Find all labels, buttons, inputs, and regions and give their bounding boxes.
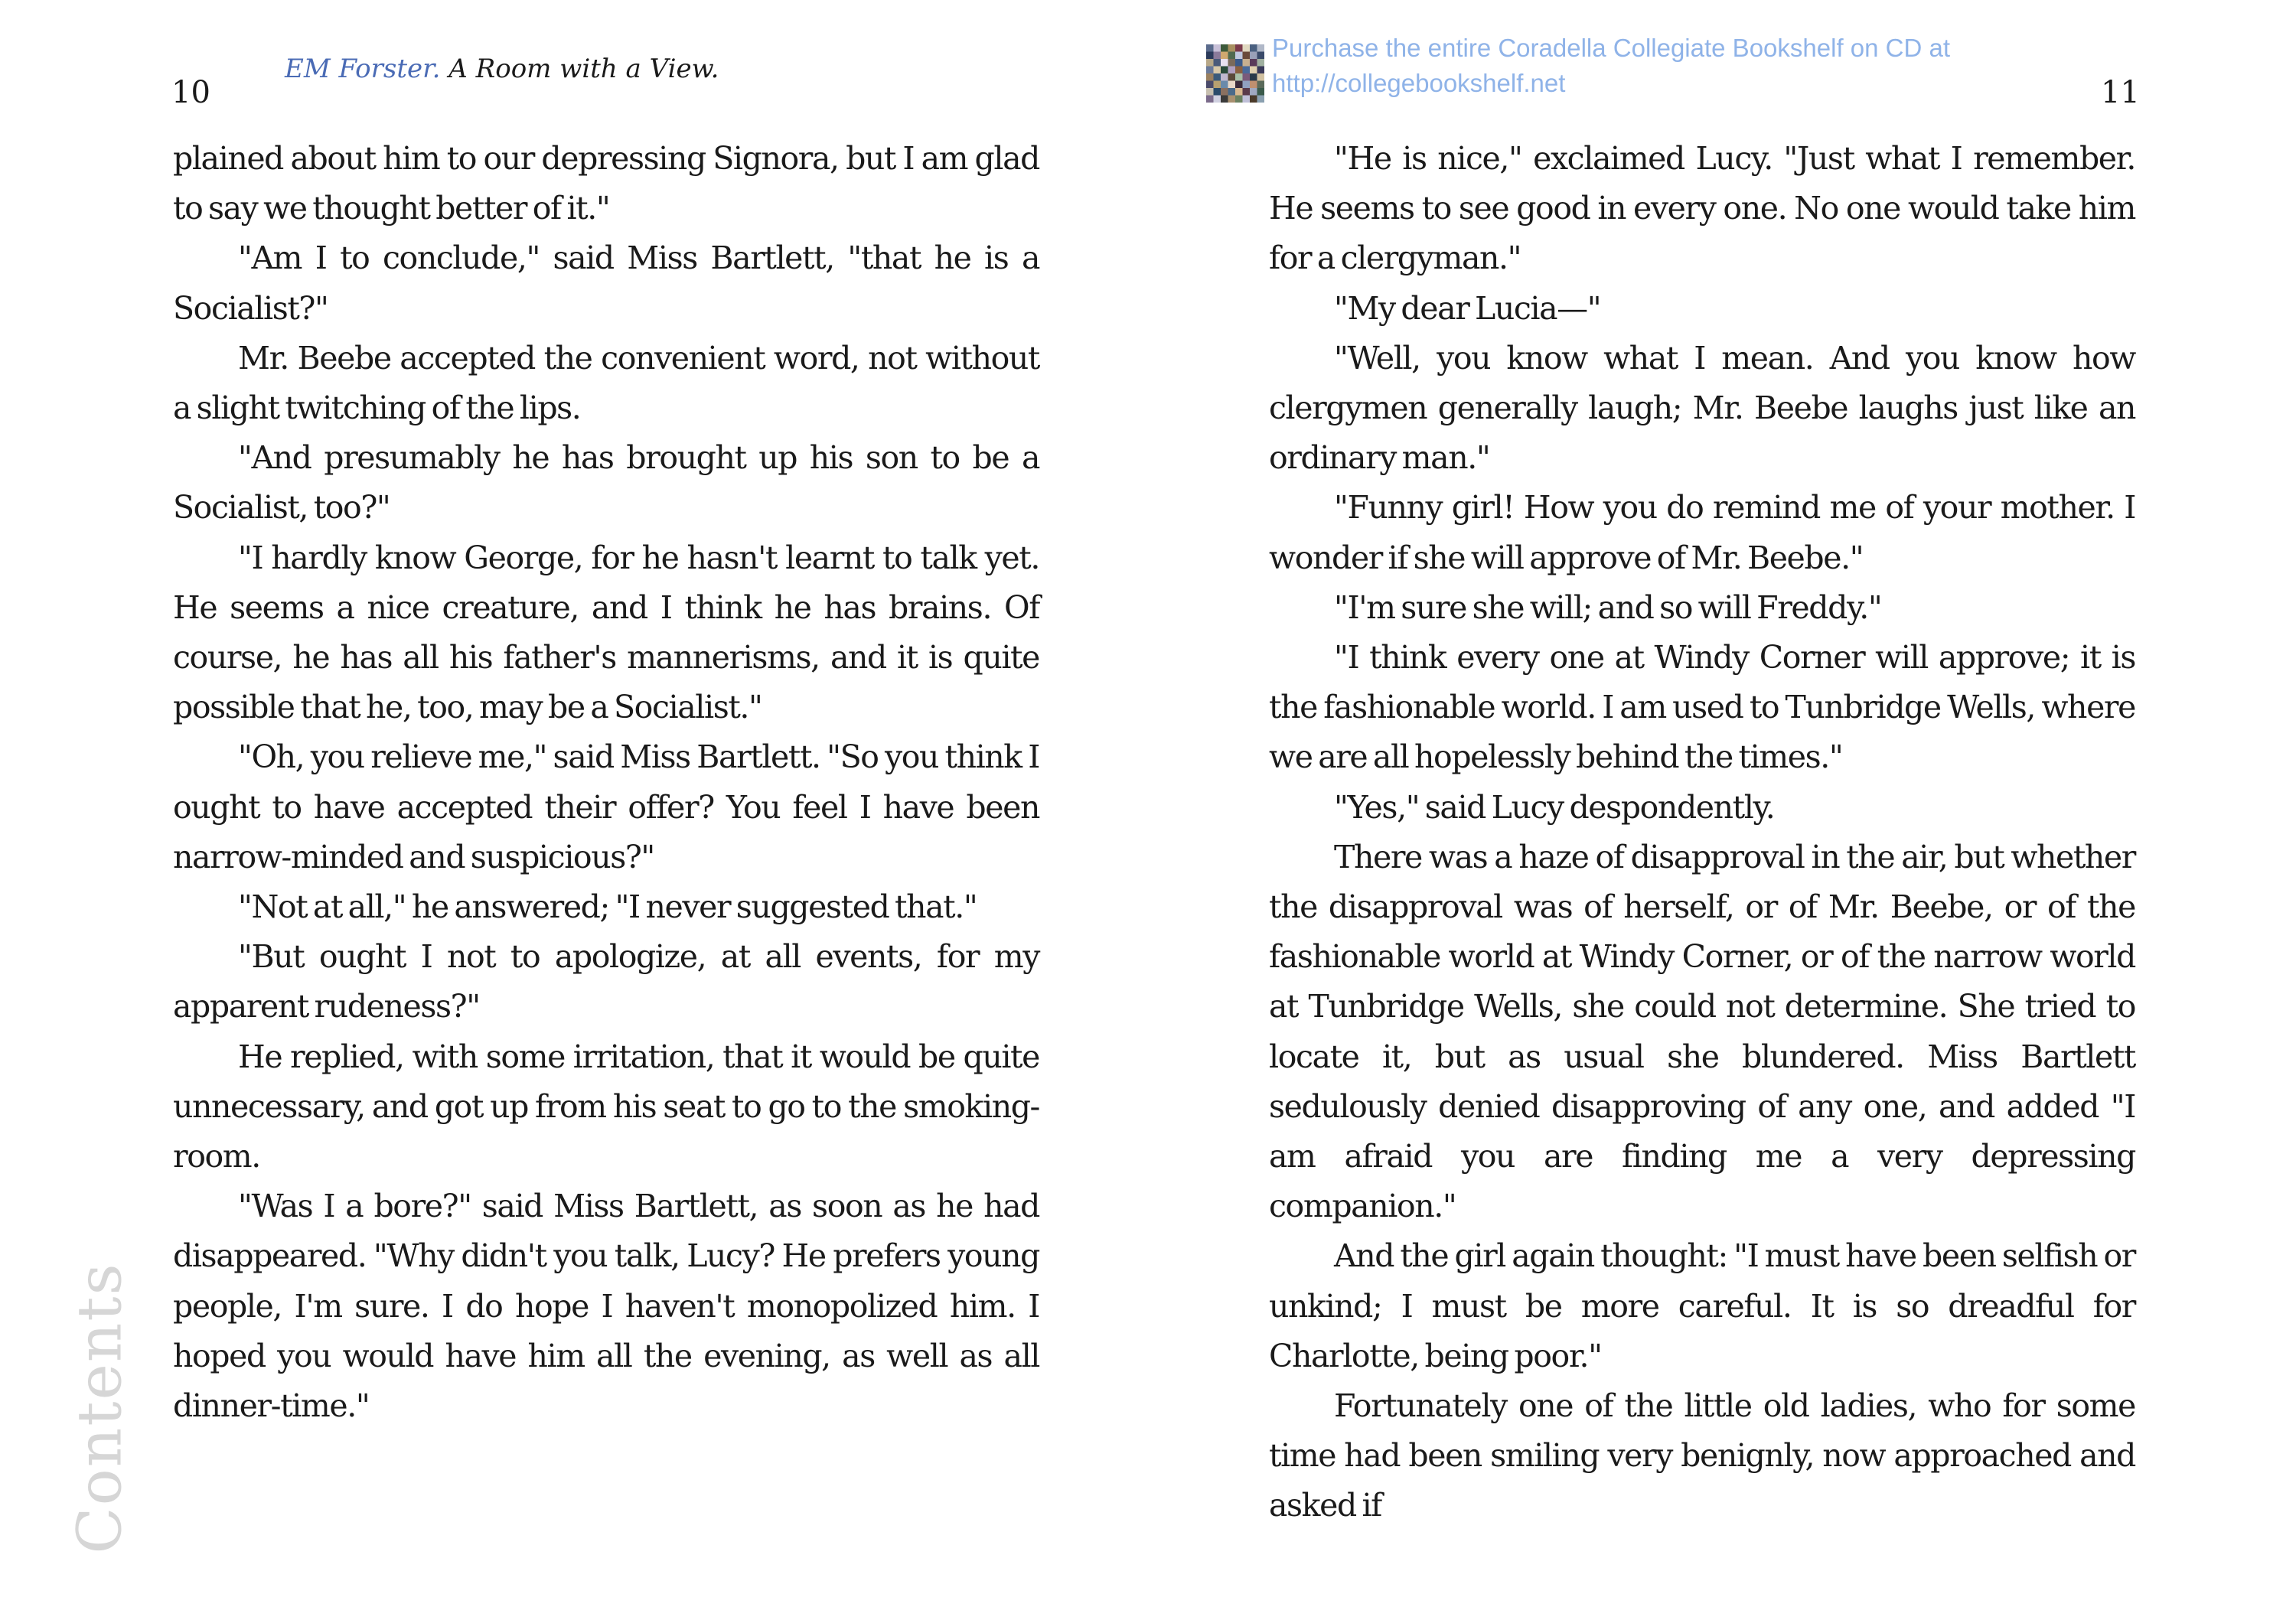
page-number: 10 bbox=[171, 75, 210, 110]
right-page-body bbox=[1269, 134, 2135, 1531]
paragraph: "Oh, you relieve me," said Miss Bartlett. "So you think I ought to have accepted their offer? You feel I have been narrow-minded and suspicious?" bbox=[173, 738, 1039, 875]
paragraph: "But ought I not to apologize, at all events, for my apparent rudeness?" bbox=[173, 938, 1039, 1025]
paragraph: "Not at all," he answered; "I never suggested that." bbox=[238, 888, 977, 926]
paragraph: "Yes," said Lucy despondently. bbox=[1334, 788, 1775, 826]
coradella-mosaic-logo-icon bbox=[1206, 44, 1264, 103]
paragraph: And the girl again thought: "I must have been selfish or unkind; I must be more careful. It is so dreadful for Charlotte, being poor." bbox=[1269, 1237, 2135, 1374]
page-number: 11 bbox=[2101, 75, 2140, 110]
paragraph: plained about him to our depressing Signora, but I am glad to say we thought better of it." bbox=[173, 140, 1039, 227]
left-page-body bbox=[173, 134, 1039, 1431]
paragraph: "Was I a bore?" said Miss Bartlett, as soon as he had disappeared. "Why didn't you talk, Lucy? He prefers young people, I'm sure. I do hope I haven't monopolized him. I hoped you would have him all the evening, as well as all dinner-time." bbox=[173, 1188, 1039, 1425]
paragraph: He replied, with some irritation, that it would be quite unnecessary, and got up from his seat to go to the smoking-room. bbox=[173, 1038, 1039, 1175]
paragraph: "Am I to conclude," said Miss Bartlett, "that he is a Socialist?" bbox=[173, 240, 1039, 327]
contents-link-label: Contents bbox=[64, 1262, 135, 1554]
promo-text[interactable] bbox=[1272, 31, 1950, 101]
contents-link[interactable] bbox=[64, 1262, 135, 1554]
promo-url-link[interactable]: http://collegebookshelf.net bbox=[1272, 69, 1566, 97]
promo-line[interactable]: Purchase the entire Coradella Collegiate Bookshelf on CD at bbox=[1272, 34, 1951, 62]
paragraph: "He is nice," exclaimed Lucy. "Just what I remember. He seems to see good in every one. No one would take him for a clergyman." bbox=[1269, 140, 2135, 277]
paragraph: "Funny girl! How you do remind me of your mother. I wonder if she will approve of Mr. Beebe." bbox=[1269, 489, 2135, 576]
running-head-author: EM Forster. bbox=[285, 54, 441, 84]
paragraph: There was a haze of disapproval in the air, but whether the disapproval was of herself, or of Mr. Beebe, or of the fashionable world at Windy Corner, or of the narrow world at Tunbridge Wells, she could not determine. She tried to locate it, but as usual she blundered. Miss Bartlett sedulously denied disapproving of any one, and added "I am afraid you are finding me a very depressing companion." bbox=[1269, 838, 2135, 1225]
promo-banner[interactable] bbox=[1206, 31, 1950, 103]
paragraph: "Well, you know what I mean. And you know how clergymen generally laugh; Mr. Beebe laughs just like an ordinary man." bbox=[1269, 339, 2135, 477]
running-head bbox=[285, 54, 719, 84]
right-page bbox=[1148, 0, 2296, 1607]
paragraph: "I think every one at Windy Corner will approve; it is the fashionable world. I am used to Tunbridge Wells, where we are all hopelessly behind the times." bbox=[1269, 639, 2135, 776]
paragraph: "And presumably he has brought up his son to be a Socialist, too?" bbox=[173, 439, 1039, 526]
paragraph: "I'm sure she will; and so will Freddy." bbox=[1334, 588, 1882, 626]
running-head-title: A Room with a View. bbox=[448, 54, 719, 84]
paragraph: "My dear Lucia—" bbox=[1334, 289, 1601, 327]
paragraph: Mr. Beebe accepted the convenient word, not without a slight twitching of the lips. bbox=[173, 339, 1039, 427]
paragraph: Fortunately one of the little old ladies, who for some time had been smiling very benignly, now approached and asked if bbox=[1269, 1387, 2135, 1524]
paragraph: "I hardly know George, for he hasn't learnt to talk yet. He seems a nice creature, and I think he has brains. Of course, he has all his father's mannerisms, and it is quite possible that he, too, may be a Socialist." bbox=[173, 539, 1039, 726]
